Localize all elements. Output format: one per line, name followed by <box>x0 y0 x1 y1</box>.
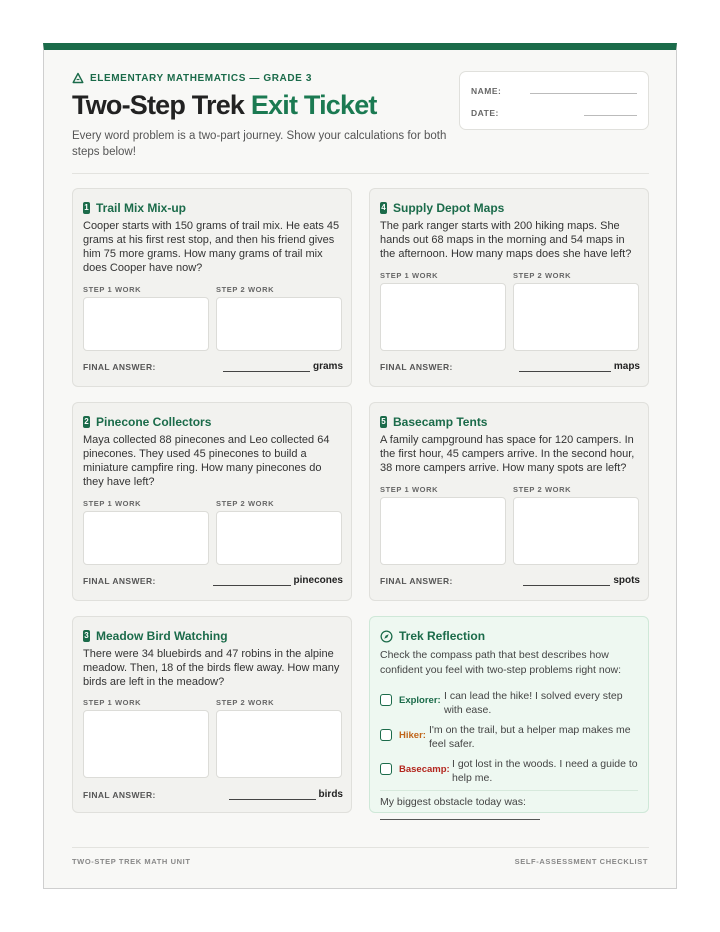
problem-number: 5 <box>381 417 386 426</box>
worksheet-page <box>43 43 677 889</box>
problem-card-5 <box>369 402 649 601</box>
answer-blank[interactable] <box>213 578 291 586</box>
step-2-label: STEP 2 WORK <box>216 698 275 707</box>
reflection-title <box>380 629 485 643</box>
problem-title <box>380 415 487 429</box>
title-main: Two-Step Trek <box>72 90 245 120</box>
hiker-checkbox[interactable] <box>380 729 392 741</box>
problem-text: The park ranger starts with 200 hiking maps. She hands out 68 maps in the morning and 54 maps in the afternoon. How many maps does she have left? <box>380 220 632 260</box>
problem-title <box>83 415 211 429</box>
footer-left: TWO-STEP TREK MATH UNIT <box>72 857 191 866</box>
problem-title-text: Trail Mix Mix-up <box>96 201 187 215</box>
final-answer-label: FINAL ANSWER: <box>83 790 156 800</box>
problem-text: A family campground has space for 120 campers. In the first hour, 45 campers arrive. In the second hour, 38 more campers arrive. How many spots are left? <box>380 434 635 474</box>
problem-title <box>83 201 186 215</box>
header <box>72 72 452 160</box>
step-1-work-box[interactable] <box>380 283 506 351</box>
problem-number: 2 <box>84 417 89 426</box>
eyebrow-text: ELEMENTARY MATHEMATICS — GRADE 3 <box>90 72 312 84</box>
problem-title-text: Basecamp Tents <box>393 415 488 429</box>
final-answer-label: FINAL ANSWER: <box>83 576 156 586</box>
answer-unit: maps <box>613 361 640 372</box>
problem-card-4 <box>369 188 649 387</box>
problem-title <box>380 201 504 215</box>
problem-card-1 <box>72 188 352 387</box>
step-2-label: STEP 2 WORK <box>216 499 275 508</box>
answer-blank[interactable] <box>223 364 310 372</box>
step-2-work-box[interactable] <box>513 497 639 565</box>
step-1-label: STEP 1 WORK <box>83 499 142 508</box>
problem-number: 4 <box>381 203 386 212</box>
eyebrow <box>72 72 452 84</box>
answer-unit: pinecones <box>293 575 343 586</box>
step-1-label: STEP 1 WORK <box>83 285 142 294</box>
step-1-label: STEP 1 WORK <box>380 485 439 494</box>
problem-title-text: Pinecone Collectors <box>96 415 212 429</box>
hiker-text: I'm on the trail, but a helper map makes me feel safer. <box>429 724 631 750</box>
final-answer-label: FINAL ANSWER: <box>83 362 156 372</box>
answer-unit: spots <box>613 575 640 586</box>
final-answer-label: FINAL ANSWER: <box>380 362 453 372</box>
obstacle-answer-line[interactable] <box>380 819 540 820</box>
step-2-work-box[interactable] <box>216 511 342 565</box>
problem-title-text: Meadow Bird Watching <box>96 629 228 643</box>
final-answer[interactable] <box>523 575 640 586</box>
step-1-work-box[interactable] <box>83 511 209 565</box>
hiker-key: Hiker: <box>399 730 426 741</box>
header-divider <box>72 173 649 174</box>
explorer-key: Explorer: <box>399 695 441 706</box>
basecamp-key: Basecamp: <box>399 764 450 775</box>
page-subtitle: Every word problem is a two-part journey. Show your calculations for both steps below! <box>72 130 447 158</box>
problem-card-3 <box>72 616 352 813</box>
basecamp-checkbox[interactable] <box>380 763 392 775</box>
step-1-work-box[interactable] <box>83 297 209 351</box>
final-answer[interactable] <box>213 575 343 586</box>
student-info-box <box>459 71 649 130</box>
date-field[interactable] <box>584 115 637 116</box>
problem-title-text: Supply Depot Maps <box>393 201 505 215</box>
explorer-checkbox[interactable] <box>380 694 392 706</box>
obstacle-prompt: My biggest obstacle today was: <box>380 796 526 808</box>
problem-title <box>83 629 228 643</box>
basecamp-text: I got lost in the woods. I need a guide to help me. <box>452 758 638 784</box>
problem-text: Maya collected 88 pinecones and Leo collected 64 pinecones. They used 45 pinecones to build a miniature campfire ring. How many pinecones do they have left? <box>83 434 330 488</box>
compass-icon <box>380 630 393 643</box>
page-title <box>72 90 452 121</box>
reflection-divider <box>380 790 638 791</box>
answer-blank[interactable] <box>229 792 316 800</box>
date-label: DATE: <box>471 108 499 118</box>
step-2-label: STEP 2 WORK <box>513 485 572 494</box>
problem-text: There were 34 bluebirds and 47 robins in the alpine meadow. Then, 18 of the birds flew away. How many birds are left in the meadow? <box>83 648 340 688</box>
name-field[interactable] <box>530 93 637 94</box>
problem-number: 3 <box>84 631 89 640</box>
step-1-work-box[interactable] <box>380 497 506 565</box>
reflection-title-text: Trek Reflection <box>399 629 486 643</box>
reflection-prompt: Check the compass path that best describes how confident you feel with two-step problems right now: <box>380 649 622 676</box>
problem-text: Cooper starts with 150 grams of trail mix. He eats 45 grams at his first rest stop, and then his friend gives him 75 more grams. How many grams of trail mix does Cooper have now? <box>83 220 340 274</box>
answer-unit: birds <box>318 789 343 800</box>
step-2-work-box[interactable] <box>216 297 342 351</box>
step-1-work-box[interactable] <box>83 710 209 778</box>
problem-card-2 <box>72 402 352 601</box>
step-2-work-box[interactable] <box>513 283 639 351</box>
name-label: NAME: <box>471 86 502 96</box>
step-2-label: STEP 2 WORK <box>513 271 572 280</box>
step-1-label: STEP 1 WORK <box>83 698 142 707</box>
final-answer[interactable] <box>223 361 343 372</box>
answer-blank[interactable] <box>523 578 610 586</box>
final-answer[interactable] <box>229 789 343 800</box>
answer-blank[interactable] <box>519 364 611 372</box>
final-answer[interactable] <box>519 361 640 372</box>
footer-right: SELF-ASSESSMENT CHECKLIST <box>514 857 648 866</box>
step-2-work-box[interactable] <box>216 710 342 778</box>
footer-divider <box>72 847 649 848</box>
answer-unit: grams <box>312 361 343 372</box>
mountain-icon <box>72 72 84 84</box>
step-2-label: STEP 2 WORK <box>216 285 275 294</box>
step-1-label: STEP 1 WORK <box>380 271 439 280</box>
title-accent: Exit Ticket <box>250 90 377 120</box>
explorer-text: I can lead the hike! I solved every step with ease. <box>444 690 623 716</box>
problem-number: 1 <box>84 203 89 212</box>
trek-reflection-card <box>369 616 649 813</box>
final-answer-label: FINAL ANSWER: <box>380 576 453 586</box>
